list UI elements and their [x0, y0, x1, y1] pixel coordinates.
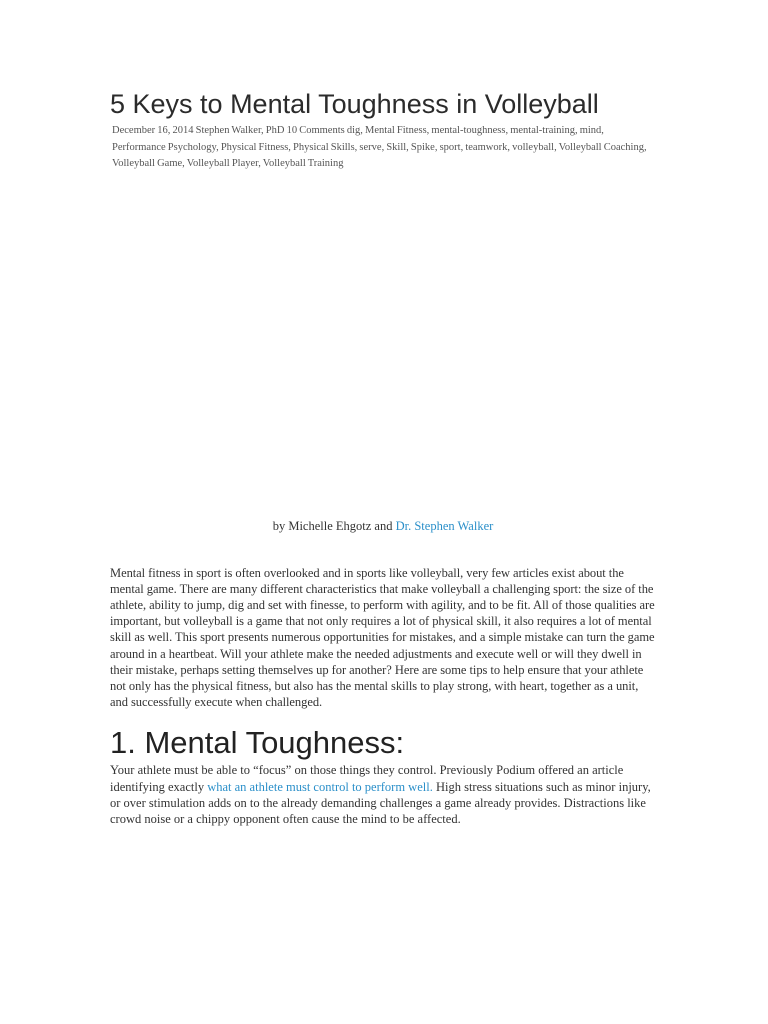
section-text-end: High stress situations such as minor injury, or over stimulation adds on to the already demanding challenges a game already provides. Distractions like crowd noise or a chippy opponent often cause the mind to be affected. [110, 779, 651, 826]
section-text-start: Your athlete must be able to “focus” on those things they control. Previously Podium offered an article identifying exactly [110, 763, 624, 794]
author-link[interactable]: Dr. Stephen Walker [395, 518, 494, 533]
post-meta [110, 123, 656, 173]
byline [110, 518, 656, 534]
post-comments[interactable]: 10 Comments [286, 125, 345, 136]
featured-image-area [110, 173, 656, 518]
article [110, 86, 656, 840]
post-author[interactable]: Stephen Walker, PhD [195, 125, 285, 136]
post-date[interactable]: December 16, 2014 [112, 125, 194, 136]
post-tags[interactable]: dig, Mental Fitness, mental-toughness, mental-training, mind, Performance Psychology, Physical Fitness, Physical Skills, serve, Skill, Spike, sport, teamwork, volleyball, Volleyball Coaching, Volleyball Game, Volleyball Player, Volleyball Training [112, 125, 647, 169]
byline-text: by Michelle Ehgotz and [272, 518, 396, 533]
intro-paragraph: Mental fitness in sport is often overlooked and in sports like volleyball, very few articles exist about the mental game. There are many different characteristics that make volleyball a challenging sport: the size of the athlete, ability to jump, dig and set with finesse, to perform with agility, and to be fit. All of those qualities are important, but volleyball is a game that not only requires a lot of physical skill, it also requires a lot of mental skill as well. This sport presents numerous opportunities for mistakes, and a simple mistake can turn the game around in a heartbeat. Will your athlete make the needed adjustments and execute well or will they dwell in their mistake, perhaps setting themselves up for another? Here are some tips to help ensure that your athlete not only has the physical fitness, but also has the mental skills to play strong, with heart, together as a unit, and successfully execute when challenged. [110, 565, 655, 710]
control-article-link[interactable]: what an athlete must control to perform well. [207, 779, 433, 794]
section-paragraph [110, 762, 656, 827]
section-heading: 1. Mental Toughness: [110, 725, 405, 761]
article-title: 5 Keys to Mental Toughness in Volleyball [110, 89, 599, 119]
